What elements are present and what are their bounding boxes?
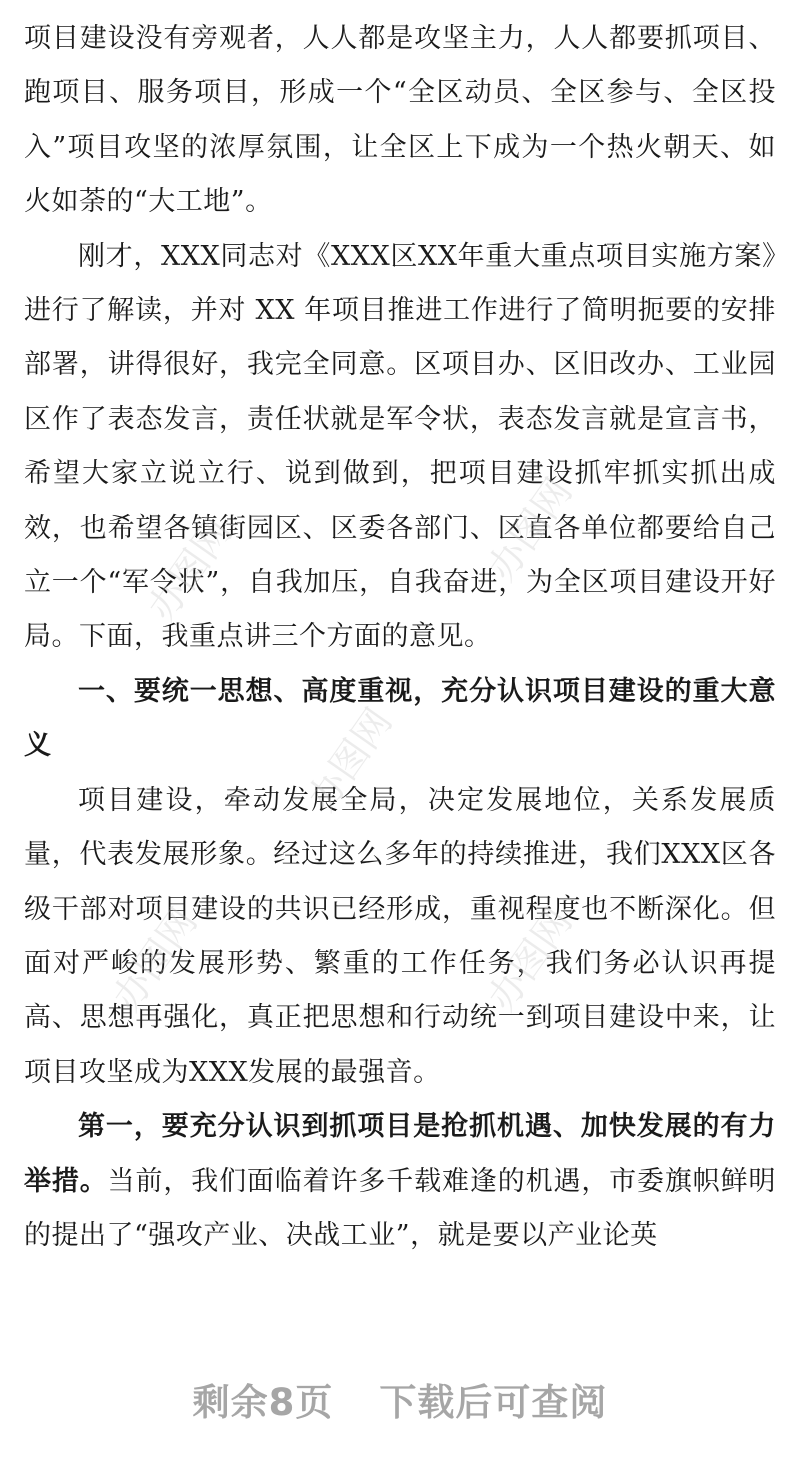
document-page (24, 12, 776, 1263)
download-banner[interactable] (0, 1372, 800, 1426)
watermark: 办图网 (479, 470, 581, 589)
paragraph-4 (24, 1100, 776, 1263)
paragraph-4-lead: 第一，要充分认识到抓项目是抢抓机遇、加快发展的有力举措。 (24, 1111, 776, 1197)
paragraph-2: 刚才，XXX同志对《XXX区XX年重大重点项目实施方案》进行了解读，并对 XX 年项目推进工作进行了简明扼要的安排部署，讲得很好，我完全同意。区项目办、区旧改办、工业园区作了表态发言，责任状就是军令状，表态发言就是宣言书，希望大家立说立行、说到做到，把项目建设抓牢抓实抓出成效，也希望各镇街园区、区委各部门、区直各单位都要给自己立一个“军令状”，自我加压，自我奋进，为全区项目建设开好局。下面，我重点讲三个方面的意见。 (24, 240, 776, 653)
watermark: 办图网 (479, 900, 581, 1019)
paragraph-3: 项目建设，牵动发展全局，决定发展地位，关系发展质量，代表发展形象。经过这么多年的持续推进，我们XXX区各级干部对项目建设的共识已经形成，重视程度也不断深化。但面对严峻的发展形势、繁重的工作任务，我们务必认识再提高、思想再强化，真正把思想和行动统一到项目建设中来，让项目攻坚成为XXX发展的最强音。 (24, 784, 776, 1088)
remaining-pages-label: 剩余8页 (192, 1381, 334, 1424)
download-to-view-label: 下载后可查阅 (379, 1381, 608, 1424)
watermark: 办图网 (104, 900, 206, 1019)
watermark: 办图网 (299, 700, 401, 819)
paragraph-4-body: 当前，我们面临着许多千载难逢的机遇，市委旗帜鲜明的提出了“强攻产业、决战工业”，就是要以产业论英 (24, 1165, 777, 1251)
section-heading-1: 一、要统一思想、高度重视，充分认识项目建设的重大意义 (24, 675, 776, 762)
paragraph-1: 项目建设没有旁观者，人人都是攻坚主力，人人都要抓项目、跑项目、服务项目，形成一个“全区动员、全区参与、全区投入”项目攻坚的浓厚氛围，让全区上下成为一个热火朝天、如火如荼的“大工地”。 (24, 23, 776, 218)
watermark: 办图网 (139, 510, 241, 629)
